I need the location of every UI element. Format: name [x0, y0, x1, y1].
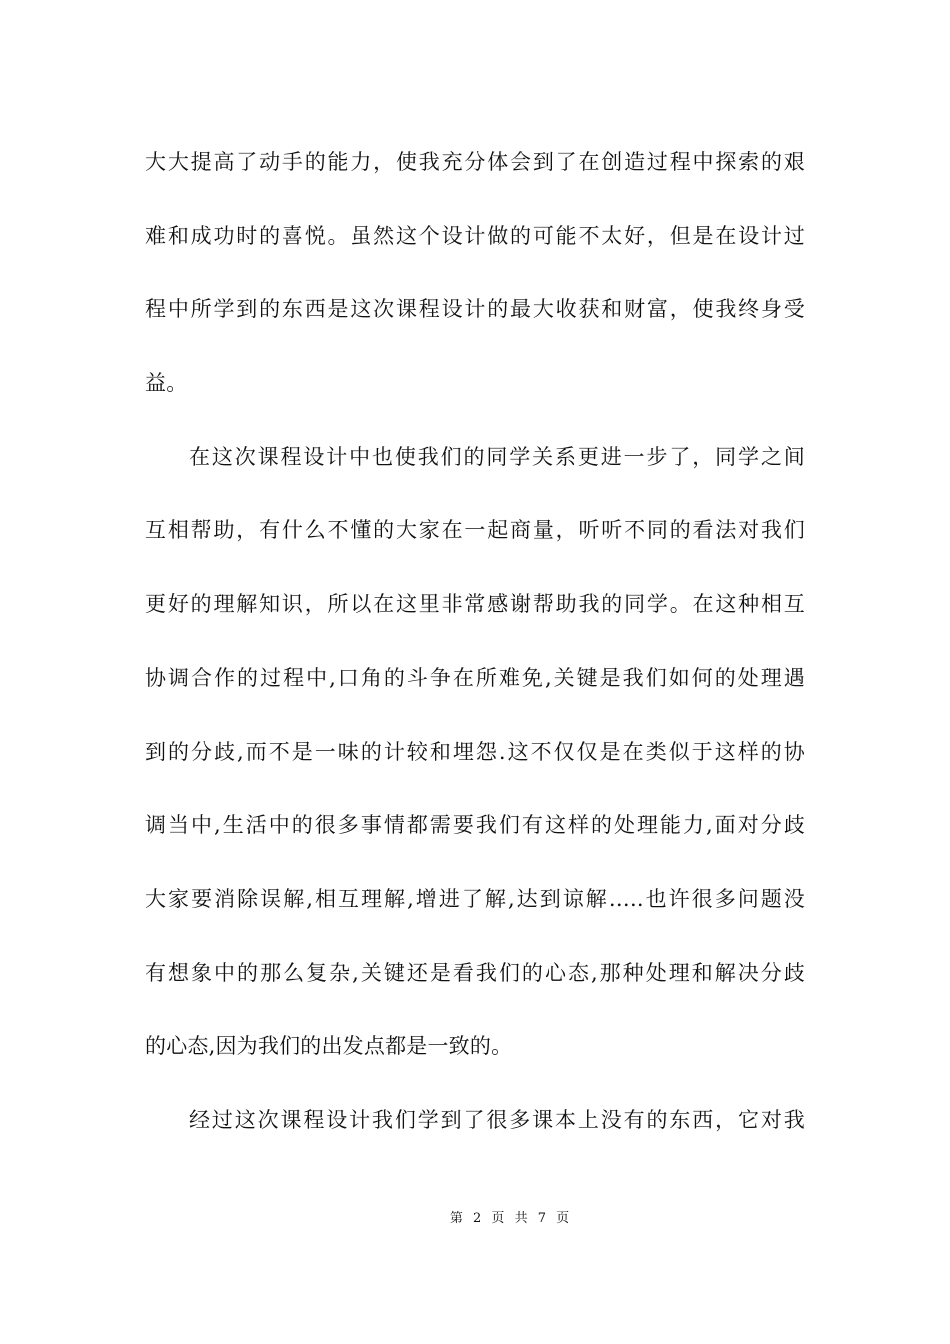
text-line: 经过这次课程设计我们学到了很多课本上没有的东西，它对我: [189, 1107, 805, 1132]
footer-page-number: 2: [472, 1211, 483, 1226]
text-line: 益。: [145, 371, 188, 396]
footer-page-unit: 页: [491, 1211, 506, 1226]
footer-total-prefix: 共: [514, 1211, 529, 1226]
text-line: 互相帮助，有什么不懂的大家在一起商量，听听不同的看法对我们: [145, 518, 805, 543]
footer-total-unit: 页: [556, 1211, 571, 1226]
text-line: 调当中,生活中的很多事情都需要我们有这样的处理能力,面对分歧: [145, 813, 805, 838]
text-line: 大大提高了动手的能力，使我充分体会到了在创造过程中探索的艰: [145, 150, 805, 174]
text-line: 到的分歧,而不是一味的计较和埋怨.这不仅仅是在类似于这样的协: [145, 739, 805, 764]
body-text: [145, 126, 805, 1158]
text-line: 有想象中的那么复杂,关键还是看我们的心态,那种处理和解决分歧: [145, 960, 805, 985]
footer-total-pages: 7: [537, 1211, 547, 1226]
text-line: 在这次课程设计中也使我们的同学关系更进一步了，同学之间: [189, 444, 805, 469]
text-line: 更好的理解知识，所以在这里非常感谢帮助我的同学。在这种相互: [145, 592, 805, 617]
footer-prefix: 第: [449, 1211, 464, 1226]
text-line: 程中所学到的东西是这次课程设计的最大收获和财富，使我终身受: [145, 297, 805, 322]
text-line: 大家要消除误解,相互理解,增进了解,达到谅解…..也许很多问题没: [145, 886, 805, 911]
text-line: 协调合作的过程中,口角的斗争在所难免,关键是我们如何的处理遇: [145, 665, 805, 690]
text-line: 的心态,因为我们的出发点都是一致的。: [145, 1034, 513, 1059]
text-line: 难和成功时的喜悦。虽然这个设计做的可能不太好，但是在设计过: [145, 223, 805, 248]
page-footer: [0, 1207, 950, 1226]
